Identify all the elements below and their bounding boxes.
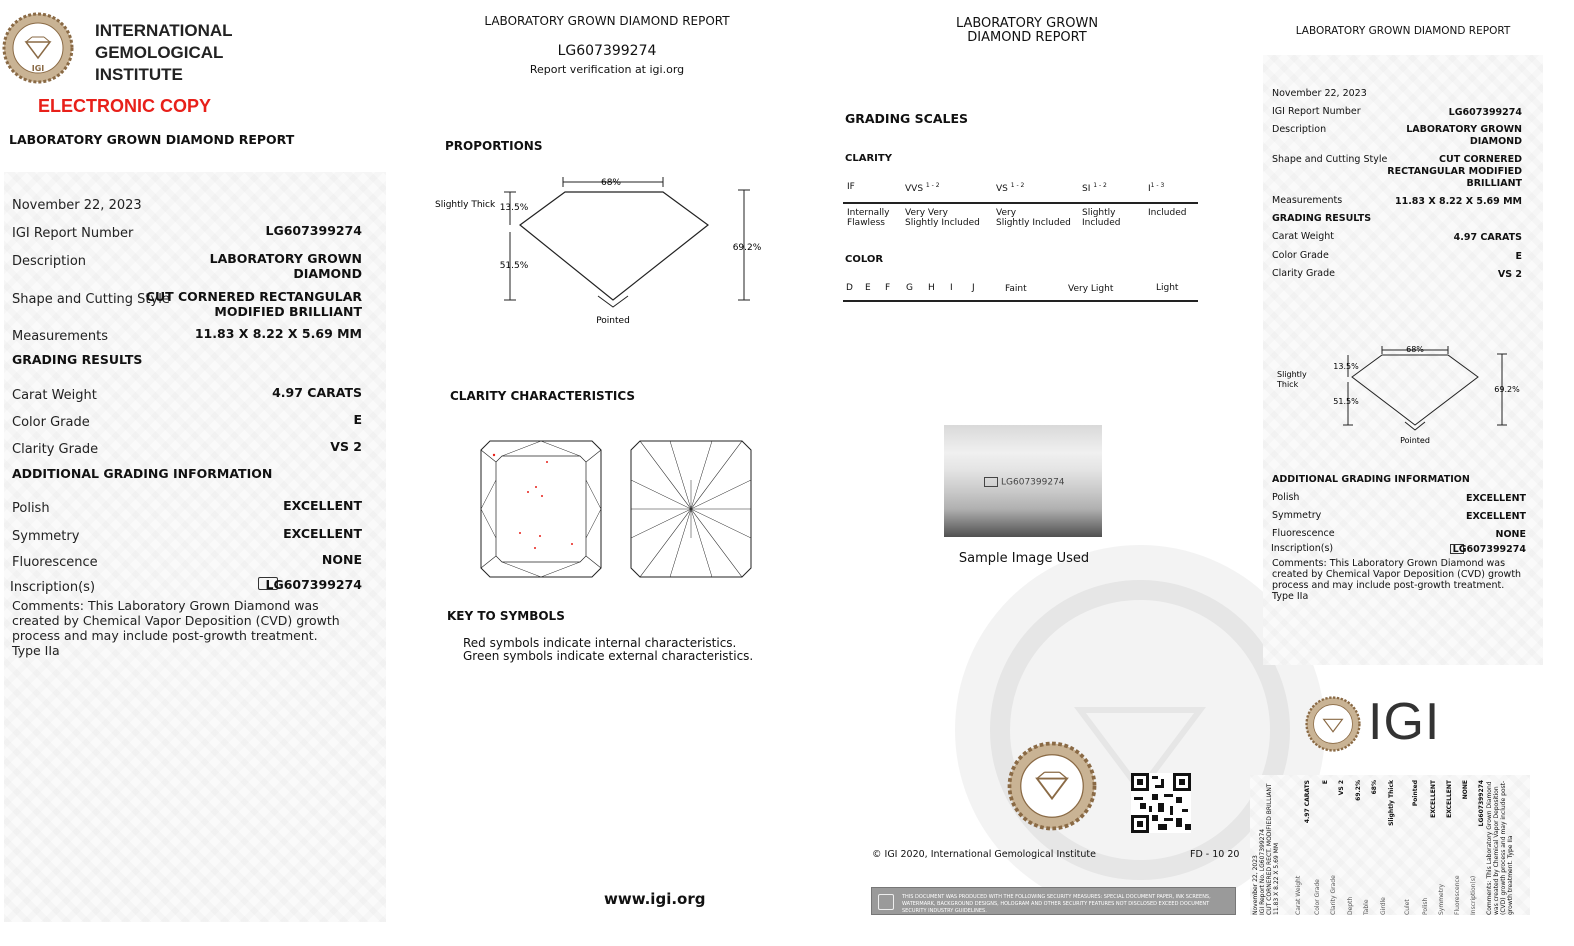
- verification-text: Report verification at igi.org: [529, 63, 685, 76]
- girdle-label: Slightly: [1277, 370, 1307, 379]
- stub-col: [1304, 780, 1314, 915]
- row-value: 4.97 CARATS: [1453, 232, 1522, 243]
- row-label: IGI Report Number: [1272, 106, 1361, 117]
- stub-text: 4.97 CARATS: [1304, 780, 1311, 824]
- stub-text: NONE: [1462, 780, 1469, 800]
- stub-text: Polish: [1422, 897, 1429, 915]
- stub-text: Symmetry: [1438, 883, 1445, 915]
- clarity-grade-vs: [996, 182, 1024, 194]
- igi-seal-icon: [1007, 741, 1097, 831]
- clarity-desc-i: Included: [1148, 208, 1187, 218]
- row-value: EXCELLENT: [1466, 511, 1526, 522]
- row-label: Clarity Grade: [1272, 268, 1335, 279]
- grade-code: VS: [996, 184, 1008, 194]
- stub-text: LG607399274: [1478, 780, 1485, 827]
- row-value: 4.97 CARATS: [272, 385, 362, 400]
- girdle-label: Thick: [1277, 380, 1299, 389]
- igi-logo-text: IGI: [1368, 693, 1441, 751]
- grade-range: 1 - 2: [925, 182, 940, 189]
- stub-text: EXCELLENT: [1446, 780, 1453, 818]
- additional-info-heading: ADDITIONAL GRADING INFORMATION: [1272, 474, 1470, 485]
- stub-text: Fluorescence: [1454, 875, 1461, 915]
- row-value: EXCELLENT: [1466, 493, 1526, 504]
- row-label: Color Grade: [1272, 250, 1329, 261]
- stub-text: E: [1322, 780, 1329, 785]
- row-label: Symmetry: [12, 529, 80, 544]
- proportions-diagram: [430, 170, 770, 330]
- culet-label: Pointed: [1400, 436, 1430, 445]
- shape-row: [12, 288, 362, 319]
- row-label: Carat Weight: [12, 388, 97, 403]
- row-value: VS 2: [330, 439, 362, 454]
- color-scale-heading: COLOR: [845, 254, 884, 265]
- stub-text: IGI Report No. LG607399274: [1259, 828, 1266, 915]
- stub-col: [1252, 780, 1292, 915]
- panel4-title: LABORATORY GROWN DIAMOND REPORT: [1295, 25, 1511, 37]
- table-pct: 68%: [600, 178, 622, 188]
- report-date: November 22, 2023: [12, 198, 142, 213]
- grade-range: 1 - 2: [1010, 182, 1025, 189]
- comments: Comments: This Laboratory Grown Diamond was created by Chemical Vapor Deposition (CVD) growth process and may include post-growth treatment. Type IIa: [12, 598, 340, 658]
- sample-inscription: [984, 477, 1065, 488]
- clarity-scale: [843, 178, 1198, 234]
- igi-seal-icon: [1305, 696, 1361, 752]
- sample-caption: Sample Image Used: [958, 551, 1090, 566]
- row-label: Measurements: [1272, 195, 1343, 206]
- row-label: Inscription(s): [10, 580, 96, 595]
- stub-text: Inscription(s): [1470, 875, 1477, 915]
- clarity-grade-if: [847, 182, 855, 192]
- org-name: [95, 20, 233, 86]
- grading-results-heading: GRADING RESULTS: [1272, 213, 1372, 224]
- measurements-row: [12, 325, 362, 344]
- polish-row: [12, 497, 362, 516]
- row-value: 11.83 X 8.22 X 5.69 MM: [194, 326, 362, 341]
- pavilion-pct: 51.5%: [1333, 397, 1359, 406]
- row-value: EXCELLENT: [283, 526, 362, 541]
- row-label: Carat Weight: [1272, 231, 1335, 242]
- row-value: LABORATORY GROWN DIAMOND: [209, 251, 362, 281]
- row-value: E: [353, 412, 362, 427]
- stub-text: Carat Weight: [1295, 875, 1302, 915]
- row-label: Shape and Cutting Style: [12, 292, 170, 307]
- color-group: Faint: [1005, 284, 1027, 294]
- row-value: LG607399274: [1448, 107, 1522, 118]
- clarity-grade-si: [1082, 182, 1107, 194]
- girdle-label: Slightly Thick: [435, 200, 496, 210]
- stub-text: EXCELLENT: [1430, 780, 1437, 818]
- clarity-characteristics-heading: CLARITY CHARACTERISTICS: [450, 389, 636, 403]
- color-letter: E: [865, 283, 871, 293]
- row-value: VS 2: [1497, 269, 1522, 280]
- clarity-desc-vvs: Very Very Slightly Included: [905, 208, 980, 228]
- color-scale-line: [843, 300, 1198, 302]
- sample-image: [944, 425, 1102, 537]
- seal-text: IGI: [31, 64, 45, 73]
- proportions-diagram-small: [1270, 340, 1530, 450]
- row-label: Measurements: [12, 329, 109, 344]
- stub: [1252, 780, 1532, 915]
- color-letter: G: [906, 283, 913, 293]
- clarity-row: [12, 438, 362, 457]
- clarity-plot-pavilion-icon: [630, 440, 752, 578]
- row-label: Shape and Cutting Style: [1272, 154, 1388, 165]
- clarity-plot-crown-icon: [480, 440, 602, 578]
- row-value: LABORATORY GROWN DIAMOND: [1406, 124, 1522, 147]
- row-label: Description: [1272, 124, 1327, 135]
- copyright: © IGI 2020, International Gemological Institute: [872, 849, 1096, 860]
- grade-code: SI: [1082, 184, 1091, 194]
- row-label: Polish: [1272, 492, 1300, 503]
- stub-comments: Comments: This Laboratory Grown Diamond was created by Chemical Vapor Deposition (CVD) growth process and may include post-growth treatment. Type IIa: [1486, 780, 1514, 915]
- org-name-line: INSTITUTE: [95, 65, 183, 84]
- inscription-logo-icon: [984, 477, 998, 487]
- row-label: Symmetry: [1272, 510, 1322, 521]
- grading-results-heading: GRADING RESULTS: [12, 352, 143, 367]
- date-row: [12, 194, 142, 213]
- stub-text: Clarity Grade: [1330, 875, 1337, 915]
- watermark-seal-icon: [950, 560, 1250, 890]
- grade-code: IF: [847, 182, 855, 192]
- row-value: 11.83 X 8.22 X 5.69 MM: [1394, 196, 1522, 207]
- clarity-grade-vvs: [905, 182, 940, 194]
- panel3-title: LABORATORY GROWN DIAMOND REPORT: [955, 16, 1099, 45]
- panel2-report-number: LG607399274: [557, 43, 657, 59]
- stub-text: Slightly Thick: [1388, 780, 1395, 826]
- grade-range: 1 - 3: [1150, 182, 1165, 189]
- stub-text: Table: [1363, 899, 1370, 915]
- symmetry-row: [12, 525, 362, 544]
- color-scale: [843, 280, 1198, 304]
- color-letter: H: [928, 283, 935, 293]
- row-value: CUT CORNERED RECTANGULAR MODIFIED BRILLIANT: [1387, 154, 1522, 189]
- row-label: Description: [12, 254, 87, 269]
- row-label: Color Grade: [12, 415, 90, 430]
- org-name-line: INTERNATIONAL: [95, 21, 233, 40]
- clarity-scale-heading: CLARITY: [845, 153, 892, 164]
- row-value: NONE: [1495, 529, 1526, 540]
- stub-col: [1388, 780, 1398, 915]
- stub-text: 11.83 X 8.22 X 5.69 MM: [1273, 842, 1280, 915]
- stub-text: VS 2: [1338, 780, 1345, 796]
- stub-text: Depth: [1347, 896, 1354, 915]
- stub-text: CUT CORNERED RECT. MODIFIED BRILLIANT: [1266, 783, 1273, 915]
- grade-code: VVS: [905, 184, 924, 194]
- row-value: E: [1515, 251, 1522, 262]
- website-link[interactable]: www.igi.org: [604, 890, 706, 908]
- culet-label: Pointed: [596, 316, 630, 326]
- fluorescence-row: [12, 551, 362, 570]
- stub-col: [1412, 780, 1422, 915]
- row-label: Fluorescence: [12, 555, 98, 570]
- color-letter: F: [885, 283, 891, 293]
- inscription-row: [10, 576, 362, 595]
- crown-pct: 13.5%: [499, 203, 529, 213]
- table-pct: 68%: [1406, 345, 1424, 354]
- grade-code: I: [1148, 184, 1151, 194]
- igi-seal-icon: [2, 12, 74, 84]
- row-value: CUT CORNERED RECTANGULAR MODIFIED BRILLIANT: [145, 289, 362, 319]
- crown-pct: 13.5%: [1333, 362, 1359, 371]
- stub-text: Color Grade: [1314, 879, 1321, 915]
- key-line-green: Green symbols indicate external characteristics.: [463, 649, 754, 663]
- electronic-copy-label: ELECTRONIC COPY: [38, 96, 212, 116]
- report-date: November 22, 2023: [1272, 88, 1367, 99]
- clarity-desc-si: Slightly Included: [1082, 208, 1121, 228]
- stub-text: Culet: [1404, 899, 1411, 915]
- clarity-grade-i: [1148, 182, 1164, 194]
- security-note: THIS DOCUMENT WAS PRODUCED WITH THE FOLLOWING SECURITY MEASURES: SPECIAL DOCUMENT PAPER, INK SCREENS, WATERMARK, BACKGROUND DESIGNS, HOLOGRAM AND OTHER SECURITY FEATURES NOT DISCLOSED EXCEED DOCUMENT SECURITY INDUSTRY GUIDELINES.: [902, 894, 1211, 914]
- depth-pct: 69.2%: [1494, 385, 1520, 394]
- qr-code-icon: [1131, 773, 1191, 833]
- form-code: FD - 10 20: [1190, 849, 1240, 860]
- carat-row: [12, 384, 362, 403]
- row-value: NONE: [321, 552, 362, 567]
- row-label: IGI Report Number: [12, 226, 134, 241]
- grading-scales-heading: GRADING SCALES: [845, 111, 969, 126]
- row-value: LG607399274: [265, 577, 362, 592]
- row-value: LG607399274: [1452, 544, 1526, 555]
- panel1-background: [4, 172, 386, 922]
- key-line-red: Red symbols indicate internal characteristics.: [463, 636, 737, 650]
- color-letter: D: [846, 283, 853, 293]
- stub-text: Pointed: [1412, 780, 1419, 807]
- lock-icon: [878, 894, 894, 910]
- additional-info-heading: ADDITIONAL GRADING INFORMATION: [12, 466, 273, 481]
- row-label: Polish: [12, 501, 50, 516]
- color-group: Very Light: [1068, 284, 1114, 294]
- stub-text: Girdle: [1380, 897, 1387, 915]
- color-letter: J: [972, 283, 975, 293]
- color-row: [12, 411, 362, 430]
- stub-text: 68%: [1371, 780, 1378, 795]
- grade-range: 1 - 2: [1093, 182, 1107, 189]
- row-label: Inscription(s): [1271, 543, 1334, 554]
- color-letter: I: [950, 283, 953, 293]
- pavilion-pct: 51.5%: [499, 261, 529, 271]
- depth-pct: 69.2%: [732, 243, 762, 253]
- proportions-heading: PROPORTIONS: [445, 139, 543, 153]
- panel2-title: LABORATORY GROWN DIAMOND REPORT: [484, 14, 730, 28]
- row-value: EXCELLENT: [283, 498, 362, 513]
- description-row: [12, 250, 362, 281]
- clarity-scale-line: [843, 202, 1198, 204]
- stub-text: 69.2%: [1355, 780, 1362, 801]
- clarity-desc-if: Internally Flawless: [847, 208, 890, 228]
- row-label: Fluorescence: [1272, 528, 1335, 539]
- report-title: LABORATORY GROWN DIAMOND REPORT: [9, 132, 295, 147]
- key-to-symbols-heading: KEY TO SYMBOLS: [447, 609, 565, 623]
- row-label: Clarity Grade: [12, 442, 99, 457]
- stub-col: [1486, 780, 1528, 915]
- sample-inscription-text: LG607399274: [1001, 477, 1065, 488]
- security-strip: [871, 887, 1236, 915]
- org-name-line: GEMOLOGICAL: [95, 43, 224, 62]
- comments: Comments: This Laboratory Grown Diamond was created by Chemical Vapor Deposition (CVD) growth process and may include post-growth treatment. Type IIa: [1272, 558, 1522, 602]
- stub-text: November 22, 2023: [1252, 855, 1259, 915]
- color-group: Light: [1156, 283, 1179, 293]
- clarity-desc-vs: Very Slightly Included: [996, 208, 1071, 228]
- row-value: LG607399274: [265, 223, 362, 238]
- report-number-row: [12, 222, 362, 241]
